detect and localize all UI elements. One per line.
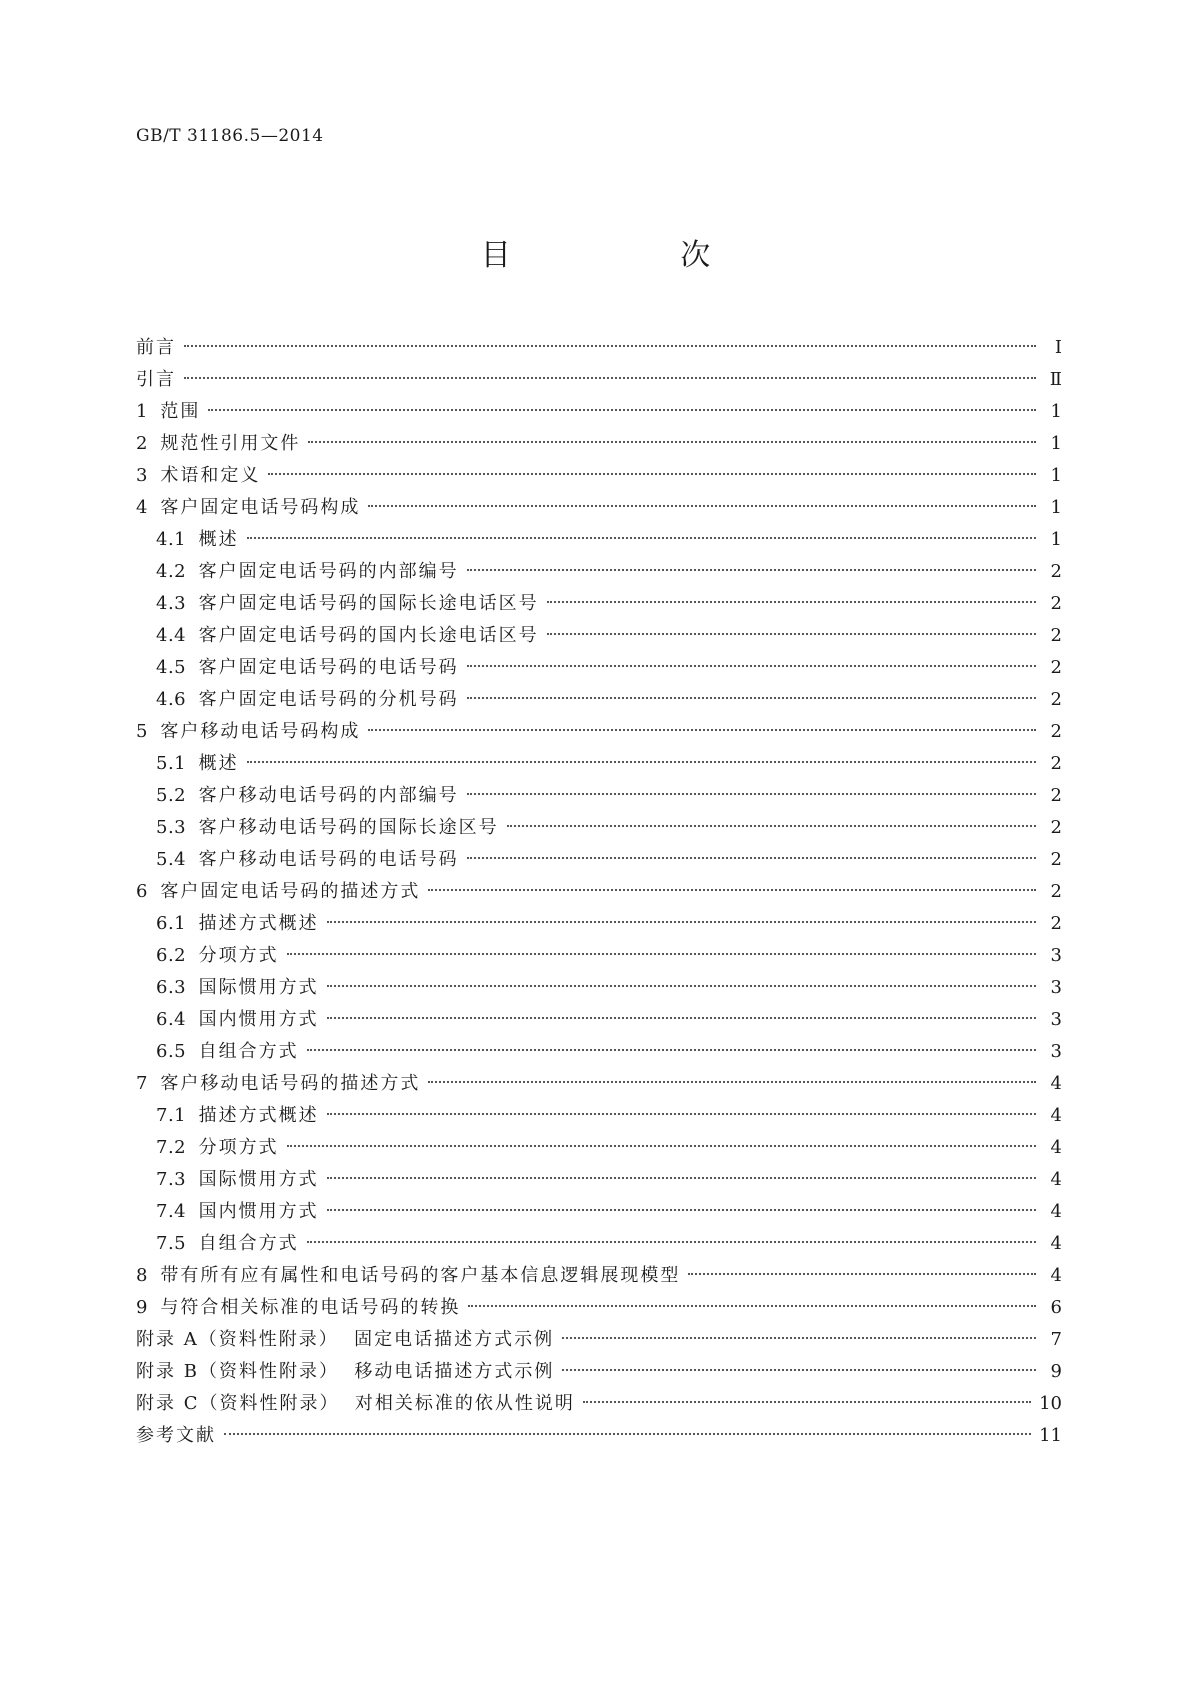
toc-entry-label: 客户移动电话号码的描述方式 <box>160 1073 421 1094</box>
toc-entry-label: 自组合方式 <box>198 1041 299 1062</box>
page-title: 目 次 <box>480 238 791 273</box>
dot-leader <box>368 728 1036 731</box>
toc-entry-label: 分项方式 <box>198 945 279 966</box>
toc-entry-page: 2 <box>1050 785 1062 806</box>
toc-entry-label: 概述 <box>198 753 239 774</box>
toc-entry-number: 7.3 <box>156 1169 199 1190</box>
dot-leader <box>268 472 1036 475</box>
toc-entry[interactable] <box>136 1356 1062 1388</box>
toc-entry-label: 客户固定电话号码的描述方式 <box>160 881 421 902</box>
toc-entry-number: 7.2 <box>156 1137 199 1158</box>
toc-entry-page: 2 <box>1050 593 1062 614</box>
toc-entry[interactable] <box>136 1388 1062 1420</box>
dot-leader <box>247 760 1036 763</box>
dot-leader <box>562 1368 1036 1371</box>
toc-entry-number: 6.5 <box>156 1041 199 1062</box>
toc-entry[interactable] <box>136 684 1062 716</box>
toc-entry-label: 国际惯用方式 <box>198 1169 319 1190</box>
toc-entry[interactable] <box>136 1324 1062 1356</box>
dot-leader <box>583 1400 1031 1403</box>
toc-entry-page: 4 <box>1050 1265 1062 1286</box>
toc-entry[interactable] <box>136 748 1062 780</box>
toc-entry-label: 范围 <box>160 401 201 422</box>
toc-entry-page: 2 <box>1050 561 1062 582</box>
toc-entry-page: 1 <box>1050 497 1062 518</box>
toc-entry[interactable] <box>136 364 1062 396</box>
toc-entry-label: 客户固定电话号码的分机号码 <box>198 689 459 710</box>
toc-entry-label: 概述 <box>198 529 239 550</box>
dot-leader <box>562 1336 1036 1339</box>
dot-leader <box>327 984 1036 987</box>
toc-entry-page: 2 <box>1050 849 1062 870</box>
toc-entry[interactable] <box>136 940 1062 972</box>
toc-entry-page: Ⅱ <box>1049 369 1062 390</box>
toc-entry-page: 6 <box>1050 1297 1062 1318</box>
dot-leader <box>327 920 1036 923</box>
toc-entry-page: 9 <box>1050 1361 1062 1382</box>
toc-entry-label: 参考文献 <box>136 1425 216 1446</box>
toc-entry-label: 国内惯用方式 <box>198 1009 319 1030</box>
toc-entry[interactable] <box>136 780 1062 812</box>
toc-entry-number: 5 <box>136 721 161 742</box>
toc-entry-label: 规范性引用文件 <box>160 433 301 454</box>
toc-entry-page: 3 <box>1050 977 1062 998</box>
toc-entry-number: 8 <box>136 1265 161 1286</box>
toc-entry-number: 4.5 <box>156 657 199 678</box>
toc-entry-page: 3 <box>1050 945 1062 966</box>
toc-entry-label: 引言 <box>136 369 176 390</box>
toc-entry-page: 2 <box>1050 625 1062 646</box>
dot-leader <box>428 1080 1036 1083</box>
dot-leader <box>688 1272 1036 1275</box>
dot-leader <box>467 792 1036 795</box>
standard-code: GB/T 31186.5—2014 <box>136 126 324 146</box>
toc-entry-number: 7 <box>136 1073 161 1094</box>
toc-entry-number: 5.1 <box>156 753 199 774</box>
dot-leader <box>428 888 1036 891</box>
toc-entry-page: 7 <box>1050 1329 1062 1350</box>
dot-leader <box>287 952 1036 955</box>
toc-entry[interactable] <box>136 1196 1062 1228</box>
toc-entry-page: 4 <box>1050 1169 1062 1190</box>
toc-entry-label: 附录 C（资料性附录） 对相关标准的依从性说明 <box>136 1393 575 1414</box>
toc-entry[interactable] <box>136 428 1062 460</box>
toc-entry-page: 2 <box>1050 881 1062 902</box>
dot-leader <box>184 376 1036 379</box>
toc-entry-label: 客户固定电话号码构成 <box>160 497 361 518</box>
dot-leader <box>287 1144 1036 1147</box>
dot-leader <box>468 1304 1036 1307</box>
toc-entry[interactable] <box>136 588 1062 620</box>
toc-entry-number: 6 <box>136 881 161 902</box>
toc-entry-page: 1 <box>1050 401 1062 422</box>
toc-entry[interactable] <box>136 1164 1062 1196</box>
toc-entry-label: 附录 A（资料性附录） 固定电话描述方式示例 <box>136 1329 555 1350</box>
toc-entry-number: 4.1 <box>156 529 199 550</box>
toc-entry-page: 1 <box>1050 465 1062 486</box>
dot-leader <box>307 1240 1036 1243</box>
toc-entry-number: 6.1 <box>156 913 199 934</box>
toc-entry[interactable] <box>136 492 1062 524</box>
toc-entry[interactable] <box>136 1100 1062 1132</box>
toc-entry[interactable] <box>136 396 1062 428</box>
toc-entry-number: 6.3 <box>156 977 199 998</box>
toc-entry-page: 2 <box>1050 913 1062 934</box>
dot-leader <box>307 1048 1036 1051</box>
toc-entry-number: 5.3 <box>156 817 199 838</box>
toc-entry-label: 前言 <box>136 337 176 358</box>
toc-entry-number: 1 <box>136 401 161 422</box>
dot-leader <box>327 1208 1036 1211</box>
toc-entry-page: 1 <box>1050 433 1062 454</box>
toc-entry-page: 4 <box>1050 1073 1062 1094</box>
toc-entry[interactable] <box>136 332 1062 364</box>
toc-entry-page: 2 <box>1050 657 1062 678</box>
toc-entry[interactable] <box>136 876 1062 908</box>
toc-entry-label: 自组合方式 <box>198 1233 299 1254</box>
toc-entry-label: 国际惯用方式 <box>198 977 319 998</box>
toc-entry-page: 4 <box>1050 1105 1062 1126</box>
toc-entry-label: 客户固定电话号码的电话号码 <box>198 657 459 678</box>
toc-entry-page: 2 <box>1050 689 1062 710</box>
dot-leader <box>467 664 1036 667</box>
dot-leader <box>547 632 1036 635</box>
toc-entry-page: 11 <box>1039 1425 1062 1446</box>
toc-entry-number: 4.6 <box>156 689 199 710</box>
toc-entry-number: 4 <box>136 497 161 518</box>
toc-entry[interactable] <box>136 812 1062 844</box>
toc-entry-page: Ⅰ <box>1054 337 1062 358</box>
table-of-contents <box>136 332 1062 1452</box>
toc-entry-number: 5.2 <box>156 785 199 806</box>
toc-entry-label: 客户固定电话号码的国际长途电话区号 <box>198 593 539 614</box>
dot-leader <box>224 1432 1031 1435</box>
toc-entry-label: 术语和定义 <box>160 465 261 486</box>
toc-entry-number: 6.4 <box>156 1009 199 1030</box>
toc-entry-number: 9 <box>136 1297 161 1318</box>
toc-entry-label: 客户固定电话号码的内部编号 <box>198 561 459 582</box>
toc-entry[interactable] <box>136 556 1062 588</box>
toc-entry-page: 2 <box>1050 817 1062 838</box>
toc-entry-number: 6.2 <box>156 945 199 966</box>
toc-entry-page: 2 <box>1050 753 1062 774</box>
toc-entry[interactable] <box>136 1420 1062 1452</box>
toc-entry-number: 5.4 <box>156 849 199 870</box>
toc-entry-number: 4.3 <box>156 593 199 614</box>
toc-entry-label: 国内惯用方式 <box>198 1201 319 1222</box>
toc-entry-label: 描述方式概述 <box>198 1105 319 1126</box>
toc-entry[interactable] <box>136 1068 1062 1100</box>
toc-entry-number: 7.1 <box>156 1105 199 1126</box>
dot-leader <box>547 600 1036 603</box>
toc-entry-label: 客户固定电话号码的国内长途电话区号 <box>198 625 539 646</box>
toc-entry[interactable] <box>136 844 1062 876</box>
toc-entry-number: 4.4 <box>156 625 199 646</box>
dot-leader <box>327 1176 1036 1179</box>
dot-leader <box>184 344 1036 347</box>
toc-entry-label: 带有所有应有属性和电话号码的客户基本信息逻辑展现模型 <box>160 1265 681 1286</box>
toc-entry[interactable] <box>136 716 1062 748</box>
toc-entry-page: 4 <box>1050 1233 1062 1254</box>
toc-entry-number: 4.2 <box>156 561 199 582</box>
dot-leader <box>327 1016 1036 1019</box>
toc-entry-label: 客户移动电话号码的电话号码 <box>198 849 459 870</box>
toc-entry-page: 3 <box>1050 1009 1062 1030</box>
toc-entry-label: 分项方式 <box>198 1137 279 1158</box>
toc-entry-label: 客户移动电话号码的国际长途区号 <box>198 817 499 838</box>
toc-entry[interactable] <box>136 1292 1062 1324</box>
toc-entry-number: 7.4 <box>156 1201 199 1222</box>
toc-entry-label: 描述方式概述 <box>198 913 319 934</box>
dot-leader <box>368 504 1036 507</box>
toc-entry[interactable] <box>136 652 1062 684</box>
toc-entry[interactable] <box>136 972 1062 1004</box>
toc-entry[interactable] <box>136 1004 1062 1036</box>
dot-leader <box>467 856 1036 859</box>
toc-entry[interactable] <box>136 1036 1062 1068</box>
dot-leader <box>507 824 1036 827</box>
toc-entry-page: 2 <box>1050 721 1062 742</box>
toc-entry[interactable] <box>136 908 1062 940</box>
toc-entry[interactable] <box>136 1132 1062 1164</box>
toc-entry[interactable] <box>136 524 1062 556</box>
dot-leader <box>247 536 1036 539</box>
toc-entry[interactable] <box>136 1260 1062 1292</box>
toc-entry-page: 1 <box>1050 529 1062 550</box>
toc-entry-page: 3 <box>1050 1041 1062 1062</box>
dot-leader <box>467 568 1036 571</box>
dot-leader <box>467 696 1036 699</box>
toc-entry-label: 客户移动电话号码构成 <box>160 721 361 742</box>
toc-entry-page: 4 <box>1050 1201 1062 1222</box>
toc-entry[interactable] <box>136 460 1062 492</box>
toc-entry-page: 10 <box>1039 1393 1062 1414</box>
toc-entry-label: 附录 B（资料性附录） 移动电话描述方式示例 <box>136 1361 555 1382</box>
toc-entry[interactable] <box>136 620 1062 652</box>
toc-entry-number: 2 <box>136 433 161 454</box>
dot-leader <box>308 440 1036 443</box>
dot-leader <box>327 1112 1036 1115</box>
toc-entry-number: 3 <box>136 465 161 486</box>
toc-entry-label: 与符合相关标准的电话号码的转换 <box>160 1297 461 1318</box>
dot-leader <box>208 408 1036 411</box>
toc-entry[interactable] <box>136 1228 1062 1260</box>
toc-entry-page: 4 <box>1050 1137 1062 1158</box>
toc-entry-number: 7.5 <box>156 1233 199 1254</box>
toc-entry-label: 客户移动电话号码的内部编号 <box>198 785 459 806</box>
